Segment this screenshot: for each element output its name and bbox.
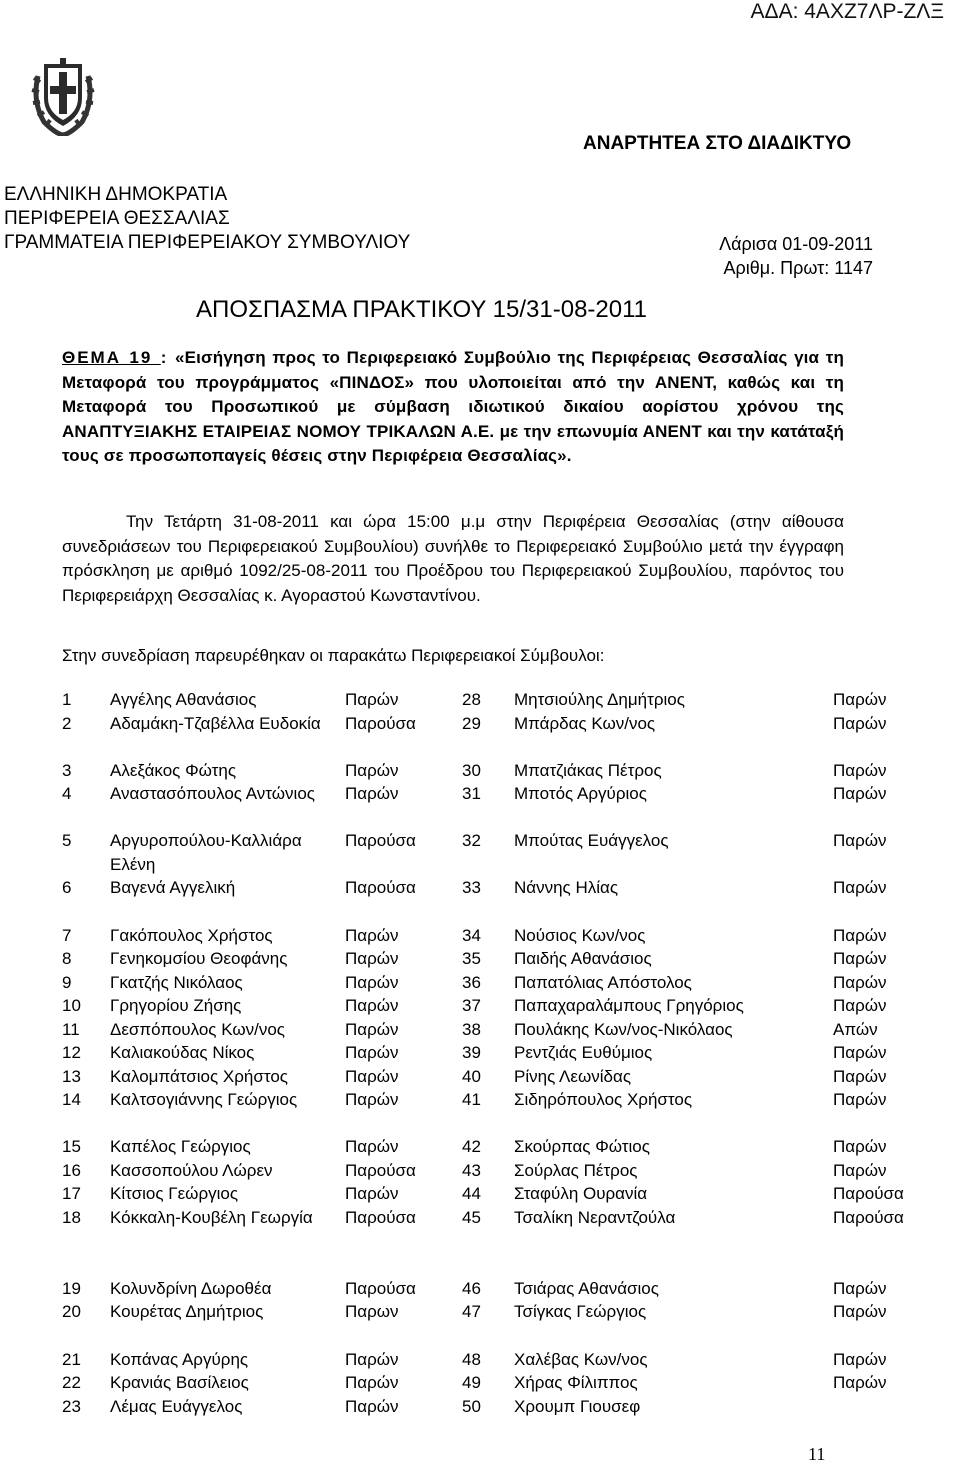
member-name: Χαλέβας Κων/νος: [514, 1349, 648, 1369]
member-number: 42: [462, 1137, 481, 1156]
member-name: Σκούρπας Φώτιος: [514, 1137, 650, 1156]
subject-paragraph: [62, 346, 844, 469]
subject-text: «Εισήγηση προς το Περιφερειακό Συμβούλιο της Περιφέρειας Θεσσαλίας για τη Μεταφορά του προγράμματος «ΠΙΝΔΟΣ» που υλοποιείται από την ΑΝΕΝΤ, καθώς και τη Μεταφορά του Προσωπικού με σύμβαση ιδιωτικού δικαίου αορίστου χρόνου της ΑΝΑΠΤΥΞΙΑΚΗΣ ΕΤΑΙΡΕΙΑΣ ΝΟΜΟΥ ΤΡΙΚΑΛΩΝ Α.Ε. με την επωνυμία ΑΝΕΝΤ και την κατάταξή τους σε προσωποπαγείς θέσεις στην Περιφέρεια Θεσσαλίας».: [62, 348, 845, 465]
member-status: Παρών: [345, 996, 399, 1015]
member-name: Βαγενά Αγγελική: [110, 878, 236, 897]
member-number: 46: [462, 1278, 481, 1298]
member-number: 37: [462, 996, 481, 1015]
member-row: [0, 1018, 960, 1042]
member-number: 40: [462, 1066, 481, 1086]
member-number: 20: [62, 1302, 81, 1321]
place-date-block: [698, 232, 873, 280]
member-name: Καλιακούδας Νίκος: [110, 1043, 255, 1062]
member-number: 9: [62, 972, 72, 992]
member-row: [0, 947, 960, 971]
member-status: Παρών: [345, 1373, 399, 1392]
member-number: 4: [62, 784, 72, 803]
member-name: Αγγέλης Αθανάσιος: [110, 690, 257, 709]
member-status: Παρούσα: [345, 1278, 416, 1298]
member-status: Παρών: [833, 1137, 887, 1156]
member-name: Καλομπάτσιος Χρήστος: [110, 1066, 288, 1086]
member-number: 12: [62, 1043, 81, 1062]
member-number: 1: [62, 690, 72, 709]
member-name: Νάννης Ηλίας: [514, 878, 619, 897]
member-name: Καλτσογιάννης Γεώργιος: [110, 1090, 298, 1109]
member-number: 6: [62, 878, 72, 897]
member-number: 48: [462, 1349, 481, 1369]
member-status: Παρών: [833, 1302, 887, 1321]
member-status: Παρών: [345, 1066, 399, 1086]
member-status: Παρών: [833, 690, 887, 709]
member-name: Πουλάκης Κων/νος-Νικόλαος: [514, 1019, 733, 1039]
member-number: 15: [62, 1137, 81, 1156]
member-status: Παρούσα: [345, 1160, 416, 1180]
member-status: Παρών: [833, 996, 887, 1015]
issuer-line-3: ΓΡΑΜΜΑΤΕΙΑ ΠΕΡΙΦΕΡΕΙΑΚΟΥ ΣΥΜΒΟΥΛΙΟΥ: [4, 232, 411, 253]
member-status: Παρούσα: [833, 1184, 904, 1203]
member-name: Παπατόλιας Απόστολος: [514, 972, 692, 992]
member-name: Κασσοπούλου Λώρεν: [110, 1160, 273, 1180]
member-status: Παρούσα: [833, 1207, 904, 1227]
member-number: 28: [462, 690, 481, 709]
member-number: 29: [462, 713, 481, 733]
member-status: Παρών: [345, 760, 399, 780]
member-status: Παρών: [833, 1373, 887, 1392]
member-name: Κόκκαλη-Κουβέλη Γεωργία: [110, 1207, 313, 1227]
member-status: Παρων: [345, 1302, 399, 1321]
member-row: [0, 782, 960, 829]
member-name: Ρίνης Λεωνίδας: [514, 1066, 632, 1086]
page-number: 11: [808, 1444, 826, 1464]
member-number: 41: [462, 1090, 481, 1109]
member-name: Κίτσιος Γεώργιος: [110, 1184, 239, 1203]
member-name: Λέμας Ευάγγελος: [110, 1396, 243, 1416]
member-status: Παρών: [345, 1043, 399, 1062]
member-number: 5: [62, 831, 72, 850]
intro-paragraph: [62, 510, 844, 608]
member-status: Παρών: [345, 972, 399, 992]
member-status: Παρών: [345, 1184, 399, 1203]
present-intro: Στην συνεδρίαση παρευρέθηκαν οι παρακάτω Περιφερειακοί Σύμβουλοι:: [62, 646, 605, 665]
member-number: 35: [462, 949, 481, 968]
member-status: Παρών: [833, 760, 887, 780]
member-status: Παρών: [345, 1349, 399, 1369]
members-list: [0, 688, 960, 1418]
member-status: Παρών: [833, 1349, 887, 1369]
member-status: Παρών: [833, 1278, 887, 1298]
greek-coat-of-arms-icon: [30, 56, 96, 136]
member-row: [0, 1182, 960, 1206]
member-name: Τσαλίκη Νεραντζούλα: [514, 1207, 676, 1227]
member-row: [0, 994, 960, 1018]
member-number: 8: [62, 949, 72, 968]
member-number: 44: [462, 1184, 481, 1203]
member-number: 36: [462, 972, 481, 992]
member-name: Χήρας Φίλιππος: [514, 1373, 638, 1392]
member-row: [0, 1300, 960, 1324]
document-title: ΑΠΟΣΠΑΣΜΑ ΠΡΑΚΤΙΚΟΥ 15/31-08-2011: [196, 296, 648, 323]
member-name: Κοπάνας Αργύρης: [110, 1349, 249, 1369]
issuer-block: [4, 183, 410, 255]
member-number: 7: [62, 925, 72, 945]
member-status: Παρούσα: [345, 831, 416, 850]
member-status: Παρών: [833, 925, 887, 945]
member-name: Αλεξάκος Φώτης: [110, 760, 237, 780]
member-number: 39: [462, 1043, 481, 1062]
member-number: 47: [462, 1302, 481, 1321]
member-status: Παρών: [833, 713, 887, 733]
member-name: Παιδής Αθανάσιος: [514, 949, 652, 968]
member-number: 14: [62, 1090, 81, 1109]
member-status: Παρών: [345, 784, 399, 803]
member-row: [0, 1065, 960, 1089]
member-row: [0, 688, 960, 712]
intro-text: Την Τετάρτη 31-08-2011 και ώρα 15:00 μ.μ στην Περιφέρεια Θεσσαλίας (στην αίθουσα συνεδριάσεων του Περιφερειακού Συμβουλίου) συνήλθε το Περιφερειακό Συμβούλιο μετά την έγγραφη πρόσκληση με αριθμό 1092/25-08-2011 του Προέδρου του Περιφερειακού Συμβουλίου, παρόντος του Περιφερειάρχη Θεσσαλίας κ. Αγοραστού Κωνσταντίνου.: [62, 512, 844, 605]
member-row: [0, 1206, 960, 1253]
member-status: Παρών: [345, 949, 399, 968]
member-status: Παρών: [833, 831, 887, 850]
member-number: 38: [462, 1019, 481, 1039]
member-row: [0, 876, 960, 900]
member-name: Μπατζιάκας Πέτρος: [514, 760, 662, 780]
member-status: Παρών: [345, 690, 399, 709]
member-status: Παρών: [833, 1066, 887, 1086]
member-name: Δεσπόπουλος Κων/νος: [110, 1019, 285, 1039]
member-status: Παρούσα: [345, 878, 416, 897]
member-number: 30: [462, 760, 481, 780]
member-row: [0, 712, 960, 759]
member-status: Παρών: [345, 1137, 399, 1156]
member-name: Νούσιος Κων/νος: [514, 925, 646, 945]
member-number: 2: [62, 713, 72, 733]
member-name: Τσίγκας Γεώργιος: [514, 1302, 647, 1321]
member-number: 22: [62, 1373, 81, 1392]
member-name: Μπούτας Ευάγγελος: [514, 831, 669, 850]
member-name: Σταφύλη Ουρανία: [514, 1184, 648, 1203]
member-name: Αργυροπούλου-Καλλιάρα Ελένη: [110, 831, 302, 874]
member-number: 18: [62, 1207, 81, 1227]
member-name: Γακόπουλος Χρήστος: [110, 925, 273, 945]
member-row: [0, 1088, 960, 1135]
member-number: 32: [462, 831, 481, 850]
protocol-number: Αριθμ. Πρωτ: 1147: [723, 258, 873, 278]
member-name: Γρηγορίου Ζήσης: [110, 996, 242, 1015]
member-number: 3: [62, 760, 72, 780]
member-number: 21: [62, 1349, 81, 1369]
member-row: [0, 759, 960, 783]
member-number: 43: [462, 1160, 481, 1180]
member-name: Σούρλας Πέτρος: [514, 1160, 638, 1180]
member-status: Παρών: [833, 1043, 887, 1062]
member-number: 33: [462, 878, 481, 897]
member-status: Παρών: [345, 925, 399, 945]
member-status: Παρών: [833, 1160, 887, 1180]
member-name: Αναστασόπουλος Αντώνιος: [110, 784, 315, 803]
member-name: Γενηκομσίου Θεοφάνης: [110, 949, 288, 968]
member-number: 45: [462, 1207, 481, 1227]
member-name: Ρεντζιάς Ευθύμιος: [514, 1043, 653, 1062]
member-name: Αδαμάκη-Τζαβέλλα Ευδοκία: [110, 713, 321, 733]
member-row: [0, 1348, 960, 1372]
member-name: Κουρέτας Δημήτριος: [110, 1302, 264, 1321]
member-row: [0, 971, 960, 995]
member-name: Μητσιούλης Δημήτριος: [514, 690, 685, 709]
issuer-line-1: ΕΛΛΗΝΙΚΗ ΔΗΜΟΚΡΑΤΙΑ: [4, 184, 228, 205]
member-row: [0, 1277, 960, 1301]
member-status: Παρών: [833, 949, 887, 968]
member-status: Παρών: [833, 878, 887, 897]
member-name: Κρανιάς Βασίλειος: [110, 1373, 249, 1392]
member-number: 10: [62, 996, 81, 1015]
member-status: Παρών: [345, 1396, 399, 1416]
member-status: Παρών: [345, 1019, 399, 1039]
member-status: Παρών: [833, 784, 887, 803]
member-name: Κολυνδρίνη Δωροθέα: [110, 1278, 272, 1298]
member-row: [0, 1135, 960, 1159]
member-name: Καπέλος Γεώργιος: [110, 1137, 251, 1156]
member-number: 34: [462, 925, 481, 945]
member-status: Παρούσα: [345, 713, 416, 733]
member-number: 19: [62, 1278, 81, 1298]
member-name: Χρουμπ Γιουσεφ: [514, 1396, 641, 1416]
member-number: 23: [62, 1396, 81, 1416]
ada-code: ΑΔΑ: 4ΑΧΖ7ΛΡ-ΖΛΞ: [750, 0, 944, 23]
member-number: 17: [62, 1184, 81, 1203]
member-number: 49: [462, 1373, 481, 1392]
member-number: 11: [62, 1019, 80, 1039]
member-name: Γκατζής Νικόλαος: [110, 972, 243, 992]
member-name: Τσιάρας Αθανάσιος: [514, 1278, 659, 1298]
member-row: [0, 1371, 960, 1395]
publication-note: ΑΝΑΡΤΗΤΕΑ ΣΤΟ ΔΙΑΔΙΚΤΥΟ: [583, 133, 852, 154]
member-row: [0, 1395, 960, 1419]
member-row: [0, 829, 960, 876]
member-row: [0, 924, 960, 948]
member-name: Παπαχαραλάμπους Γρηγόριος: [514, 996, 744, 1015]
member-status: Παρών: [345, 1090, 399, 1109]
member-status: Απών: [833, 1019, 878, 1039]
member-number: 31: [462, 784, 481, 803]
member-number: 50: [462, 1396, 481, 1416]
member-status: Παρών: [833, 972, 887, 992]
issuer-line-2: ΠΕΡΙΦΕΡΕΙΑ ΘΕΣΣΑΛΙΑΣ: [4, 208, 230, 229]
member-name: Μπάρδας Κων/νος: [514, 713, 656, 733]
subject-label: ΘΕΜΑ 19 :: [62, 348, 169, 367]
place-date: Λάρισα 01-09-2011: [719, 234, 873, 254]
member-status: Παρών: [833, 1090, 887, 1109]
member-row: [0, 1041, 960, 1065]
member-number: 13: [62, 1066, 81, 1086]
member-name: Μποτός Αργύριος: [514, 784, 647, 803]
member-status: Παρούσα: [345, 1207, 416, 1227]
member-row: [0, 1159, 960, 1183]
member-name: Σιδηρόπουλος Χρήστος: [514, 1090, 693, 1109]
member-number: 16: [62, 1160, 81, 1180]
